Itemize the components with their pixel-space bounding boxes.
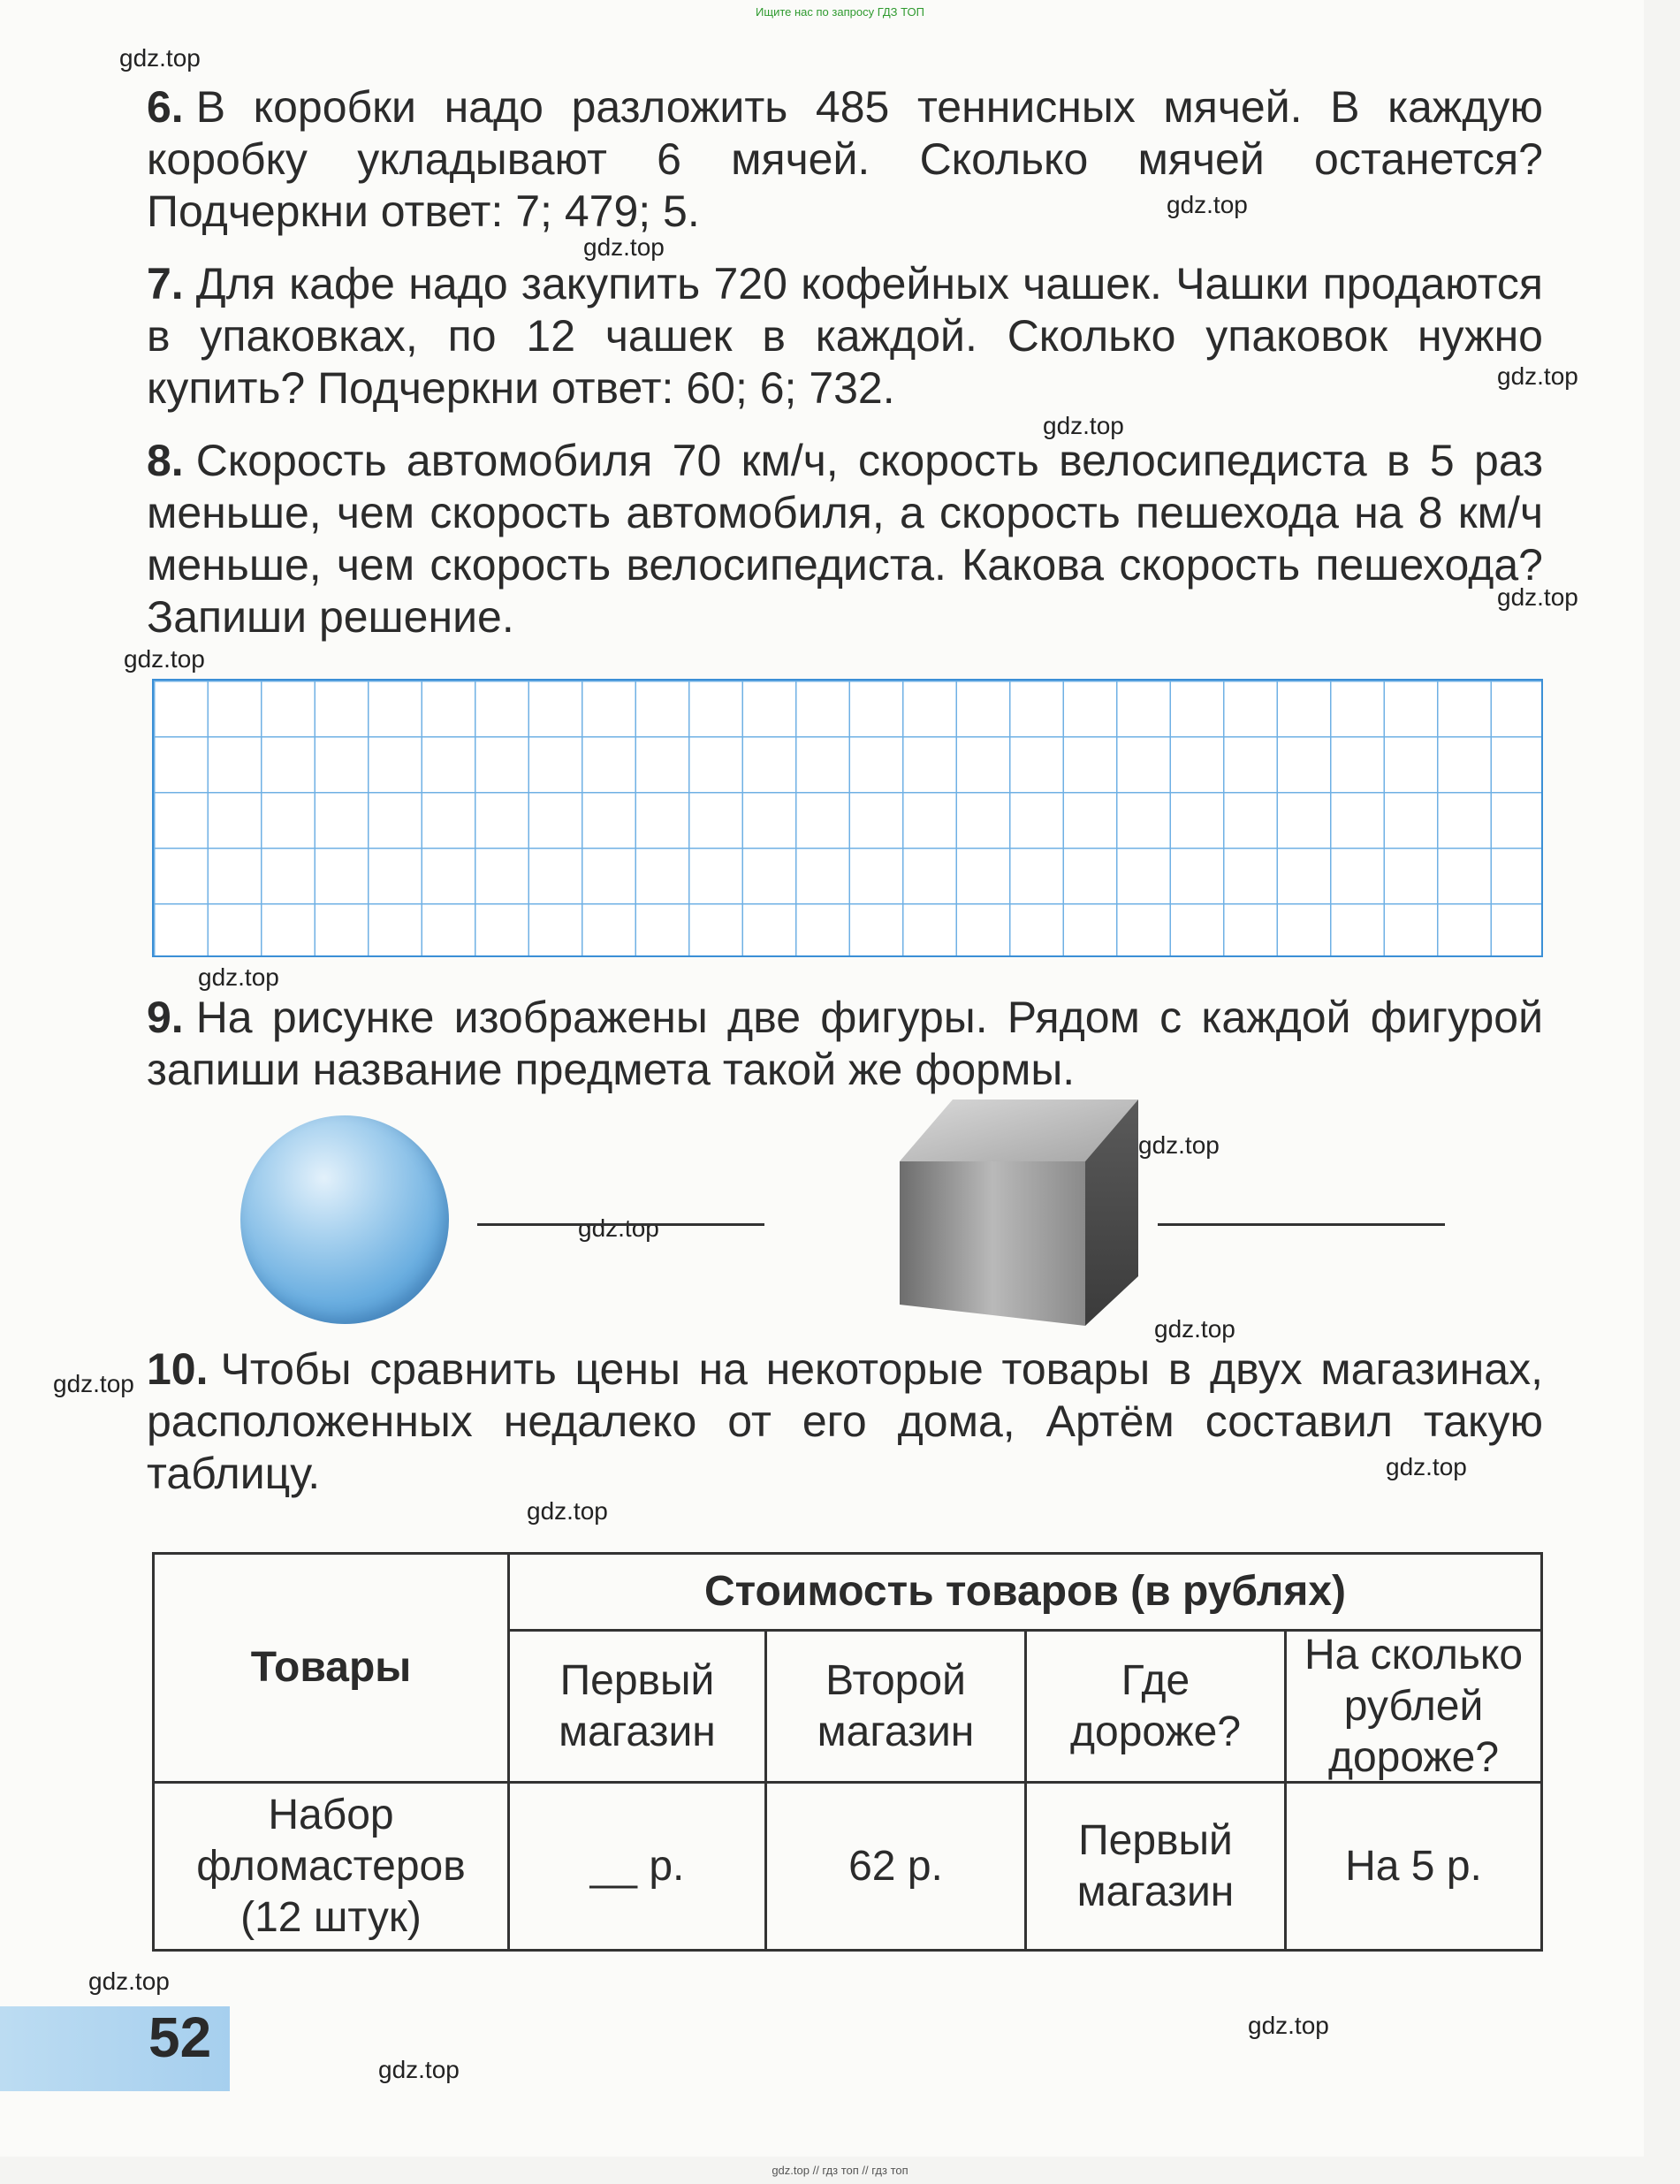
task-6 (147, 81, 1543, 238)
price-table (152, 1552, 1543, 1952)
task-number: 9. (147, 993, 184, 1042)
watermark: gdz.top (1138, 1131, 1220, 1159)
sphere-figure (240, 1115, 449, 1324)
header-first-store: Первый магазин (559, 1656, 716, 1755)
watermark: gdz.top (1497, 362, 1578, 390)
task-number: 6. (147, 82, 184, 132)
header-goods: Товары (250, 1644, 412, 1691)
watermark: gdz.top (124, 645, 205, 673)
task-9 (147, 992, 1543, 1096)
watermark: gdz.top (1386, 1453, 1467, 1480)
task-text: Чтобы сравнить цены на некоторые товары в двух магазинах, расположенных недалеко от его дома, Артём составил такую таблицу. (147, 1344, 1543, 1498)
task-10 (147, 1343, 1543, 1500)
row-item: Набор фломастеров (12 штук) (196, 1791, 466, 1941)
cube-answer-line[interactable] (1158, 1223, 1445, 1226)
watermark: gdz.top (378, 2056, 460, 2083)
header-where-more: Где дороже? (1069, 1656, 1242, 1755)
watermark: gdz.top (1154, 1315, 1235, 1343)
task-8 (147, 435, 1543, 643)
task-text: В коробки надо разложить 485 теннисных мячей. В каждую коробку укладывают 6 мячей. Сколько мячей останется? Подчеркни ответ: 7; 479; 5. (147, 82, 1543, 236)
watermark: gdz.top (578, 1214, 659, 1242)
watermark: gdz.top (583, 233, 665, 261)
watermark: gdz.top (1497, 583, 1578, 611)
watermark: gdz.top (88, 1967, 170, 1995)
task-text: Для кафе надо закупить 720 кофейных чашек. Чашки продаются в упаковках, по 12 чашек в каждой. Сколько упаковок нужно купить? Подчеркни ответ: 60; 6; 732. (147, 259, 1543, 413)
page-number: 52 (148, 2005, 212, 2069)
task-text: Скорость автомобиля 70 км/ч, скорость велосипедиста в 5 раз меньше, чем скорость автомобиля, а скорость пешехода на 8 км/ч меньше, чем скорость велосипедиста. Какова скорость пешехода? Запиши решение. (147, 436, 1543, 642)
cube-figure (900, 1100, 1147, 1326)
watermark: gdz.top (1248, 2012, 1329, 2039)
watermark: gdz.top (198, 963, 279, 991)
task-7 (147, 258, 1543, 415)
task-number: 7. (147, 259, 184, 308)
row-how-much-more: На 5 р. (1345, 1842, 1482, 1890)
row-first-store-price[interactable]: __ р. (589, 1842, 685, 1890)
task-number: 8. (147, 436, 184, 485)
header-cost-group: Стоимость товаров (в рублях) (703, 1568, 1347, 1615)
header-note: Ищите нас по запросу ГДЗ ТОП (756, 5, 924, 19)
task-number: 10. (147, 1344, 209, 1394)
watermark: gdz.top (1167, 191, 1248, 218)
row-second-store-price: 62 р. (848, 1842, 943, 1890)
header-how-much-more: На сколько рублей дороже? (1304, 1631, 1524, 1781)
header-second-store: Второй магазин (817, 1656, 975, 1755)
watermark: gdz.top (119, 44, 201, 72)
task-text: На рисунке изображены две фигуры. Рядом с каждой фигурой запиши название предмета такой же формы. (147, 993, 1543, 1094)
sphere-answer-line[interactable] (477, 1223, 764, 1226)
watermark: gdz.top (1043, 412, 1124, 439)
solution-grid[interactable] (152, 679, 1543, 957)
watermark: gdz.top (53, 1370, 134, 1397)
footer-note: gdz.top // гдз топ // гдз топ (772, 2164, 908, 2177)
row-where-more: Первый магазин (1076, 1816, 1235, 1915)
watermark: gdz.top (527, 1497, 608, 1525)
